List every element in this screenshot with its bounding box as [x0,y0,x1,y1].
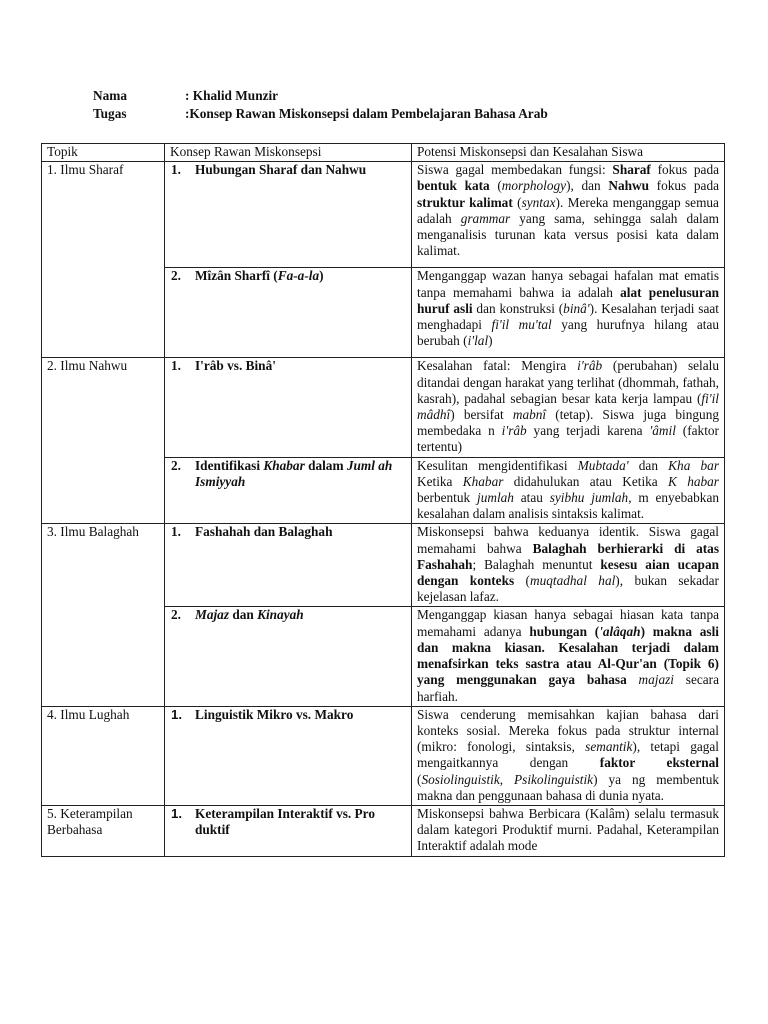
concept-cell [165,457,412,524]
concept-text: Keterampilan Interaktif vs. Pro duktif [195,805,375,838]
item-number: 2. [171,607,181,623]
description-cell: Miskonsepsi bahwa Berbicara (Kalâm) selalu termasuk dalam kategori Produktif murni. Padahal, Keterampilan Interaktif adalah mode [412,805,725,856]
tugas-row [93,106,548,124]
concept-cell [165,524,412,607]
nama-row [93,88,548,106]
concept-cell [165,805,412,856]
document-header [93,88,548,124]
item-number: 2. [171,268,181,284]
nama-value: : Khalid Munzir [185,88,279,103]
description-cell: Kesalahan fatal: Mengira i'râb (perubahan) selalu ditandai dengan harakat yang terlihat (dhommah, fathah, kasrah), padahal sebagian besar kata kerja lampau (fi'il mâdhî) bersifat mabnî (tetap). Siswa juga bingung membedaka n i'râb yang terjadi karena 'âmil (faktor tertentu) [412,358,725,457]
topic-cell: 3. Ilmu Balaghah [42,524,165,706]
concept-cell [165,268,412,358]
description-cell: Siswa gagal membedakan fungsi: Sharaf fokus pada bentuk kata (morphology), dan Nahwu fokus pada struktur kalimat (syntax). Mereka menganggap semua adalah grammar yang sama, sehingga salah dalam menganalisis turunan kata versus posisi kata dalam kalimat. [412,162,725,268]
table-row [42,524,725,607]
concept-text: I'râb vs. Binâ' [195,358,276,374]
item-number: 1. [171,524,181,540]
item-number: 1. [171,358,181,374]
description-cell: Menganggap wazan hanya sebagai hafalan mat ematis tanpa memahami bahwa ia adalah alat penelusuran huruf asli dan konstruksi (binâ'). Kesalahan terjadi saat menghadapi fi'il mu'tal yang hurufnya hilang atau berubah (i'lal) [412,268,725,358]
tugas-value: :Konsep Rawan Miskonsepsi dalam Pembelajaran Bahasa Arab [185,106,548,121]
table-row [42,162,725,268]
table-row [42,706,725,805]
concept-text: Linguistik Mikro vs. Makro [195,706,354,722]
tugas-label: Tugas [93,106,127,121]
concept-text: Mîzân Sharfî (Fa-a-la) [195,268,324,284]
item-number: 2. [171,457,181,473]
description-cell: Menganggap kiasan hanya sebagai hiasan kata tanpa memahami adanya hubungan ('alâqah) makna asli dan makna kiasan. Kesalahan terjadi dalam menafsirkan teks sastra atau Al-Qur'an (Topik 6) yang menggunakan gaya bahasa majazi secara harfiah. [412,607,725,706]
concept-text: Fashahah dan Balaghah [195,524,333,540]
concept-text: Majaz dan Kinayah [195,607,304,623]
misconception-table [41,143,725,857]
topic-cell: 2. Ilmu Nahwu [42,358,165,524]
concept-text: Identifikasi Khabar dalam Juml ah Ismiyyah [195,457,393,489]
column-header-konsep: Konsep Rawan Miskonsepsi [165,144,412,162]
column-header-potensi: Potensi Miskonsepsi dan Kesalahan Siswa [412,144,725,162]
table-row [42,805,725,856]
item-number: 1. [171,706,183,722]
column-header-topik: Topik [42,144,165,162]
concept-cell [165,358,412,457]
item-number: 1. [171,162,181,178]
topic-cell: 4. Ilmu Lughah [42,706,165,805]
table-row [42,358,725,457]
table-header-row [42,144,725,162]
topic-cell: 5. Keterampilan Berbahasa [42,805,165,856]
concept-text: Hubungan Sharaf dan Nahwu [195,162,367,178]
concept-cell [165,706,412,805]
nama-label: Nama [93,88,127,103]
topic-cell: 1. Ilmu Sharaf [42,162,165,358]
concept-cell [165,607,412,706]
concept-cell [165,162,412,268]
item-number: 1. [171,805,183,821]
description-cell: Kesulitan mengidentifikasi Mubtada' dan Kha bar Ketika Khabar didahulukan atau Ketika K habar berbentuk jumlah atau syibhu jumlah, m enyebabkan kesalahan dalam analisis sintaksis kalimat. [412,457,725,524]
description-cell: Siswa cenderung memisahkan kajian bahasa dari konteks sosial. Mereka fokus pada struktur internal (mikro: fonologi, sintaksis, semantik), tetapi gagal mengaitkannya dengan faktor eksternal (Sosiolinguistik, Psikolinguistik) ya ng membentuk makna dan penggunaan bahasa di dunia nyata. [412,706,725,805]
description-cell: Miskonsepsi bahwa keduanya identik. Siswa gagal memahami bahwa Balaghah berhierarki di atas Fashahah; Balaghah menuntut kesesu aian ucapan dengan konteks (muqtadhal hal), bukan sekadar kejelasan lafaz. [412,524,725,607]
